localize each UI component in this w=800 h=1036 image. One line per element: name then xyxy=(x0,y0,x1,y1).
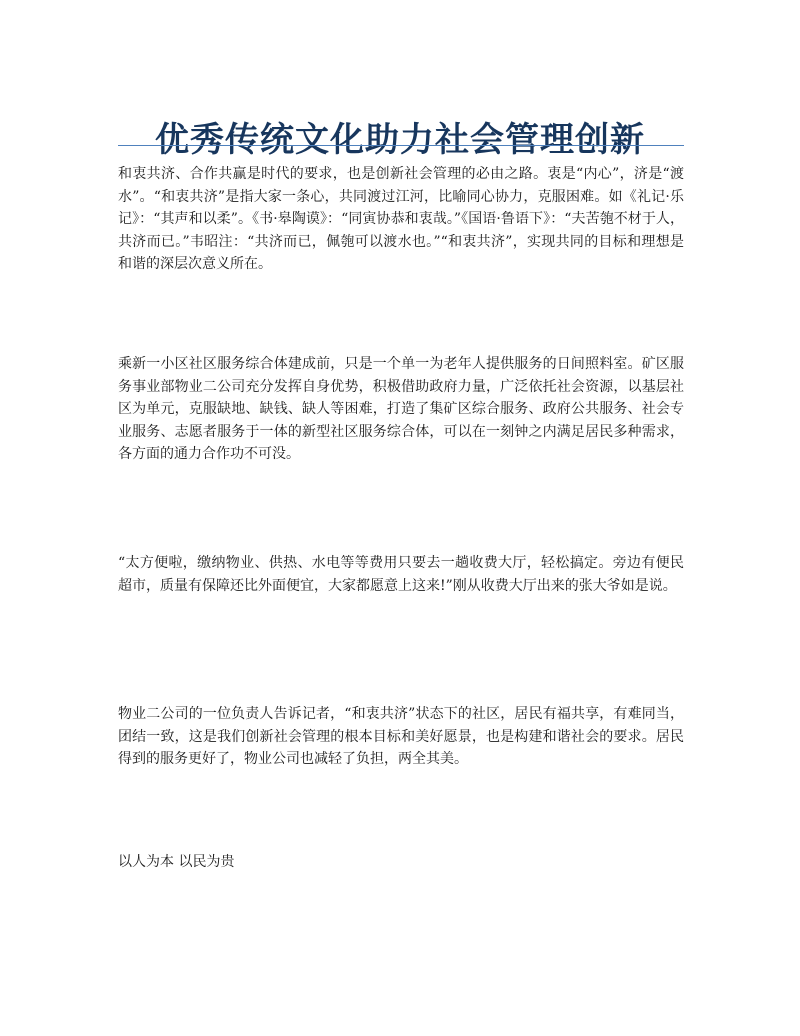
paragraph-community-center: 乘新一小区社区服务综合体建成前，只是一个单一为老年人提供服务的日间照料室。矿区服务事业部物业二公司充分发挥自身优势，积极借助政府力量，广泛依托社会资源，以基层社区为单元，克服缺地、缺钱、缺人等困难，打造了集矿区综合服务、政府公共服务、社会专业服务、志愿者服务于一体的新型社区服务综合体，可以在一刻钟之内满足居民多种需求，各方面的通力合作功不可没。 xyxy=(118,356,684,463)
section-heading-people-first: 以人为本 以民为贵 xyxy=(118,854,235,870)
paragraph-resident-quote: “太方便啦，缴纳物业、供热、水电等等费用只要去一趟收费大厅，轻松搞定。旁边有便民超市，质量有保障还比外面便宜，大家都愿意上这来!”刚从收费大厅出来的张大爷如是说。 xyxy=(118,555,684,594)
paragraph-company-statement: 物业二公司的一位负责人告诉记者，“和衷共济”状态下的社区，居民有福共享，有难同当，团结一致，这是我们创新社会管理的根本目标和美好愿景，也是构建和谐社会的要求。居民得到的服务更好了，物业公司也减轻了负担，两全其美。 xyxy=(118,706,684,768)
document-title: 优秀传统文化助力社会管理创新 xyxy=(155,119,645,160)
paragraph-harmony: 和衷共济、合作共赢是时代的要求，也是创新社会管理的必由之路。衷是“内心”，济是“渡水”。“和衷共济”是指大家一条心，共同渡过江河，比喻同心协力，克服困难。如《礼记·乐记》：“其声和以柔”。《书·皋陶谟》：“同寅协恭和衷哉。”《国语·鲁语下》：“夫苦匏不材于人，共济而已。”韦昭注：“共济而已，佩匏可以渡水也。”“和衷共济”，实现共同的目标和理想是和谐的深层次意义所在。 xyxy=(118,166,684,273)
title-underline xyxy=(118,145,684,146)
